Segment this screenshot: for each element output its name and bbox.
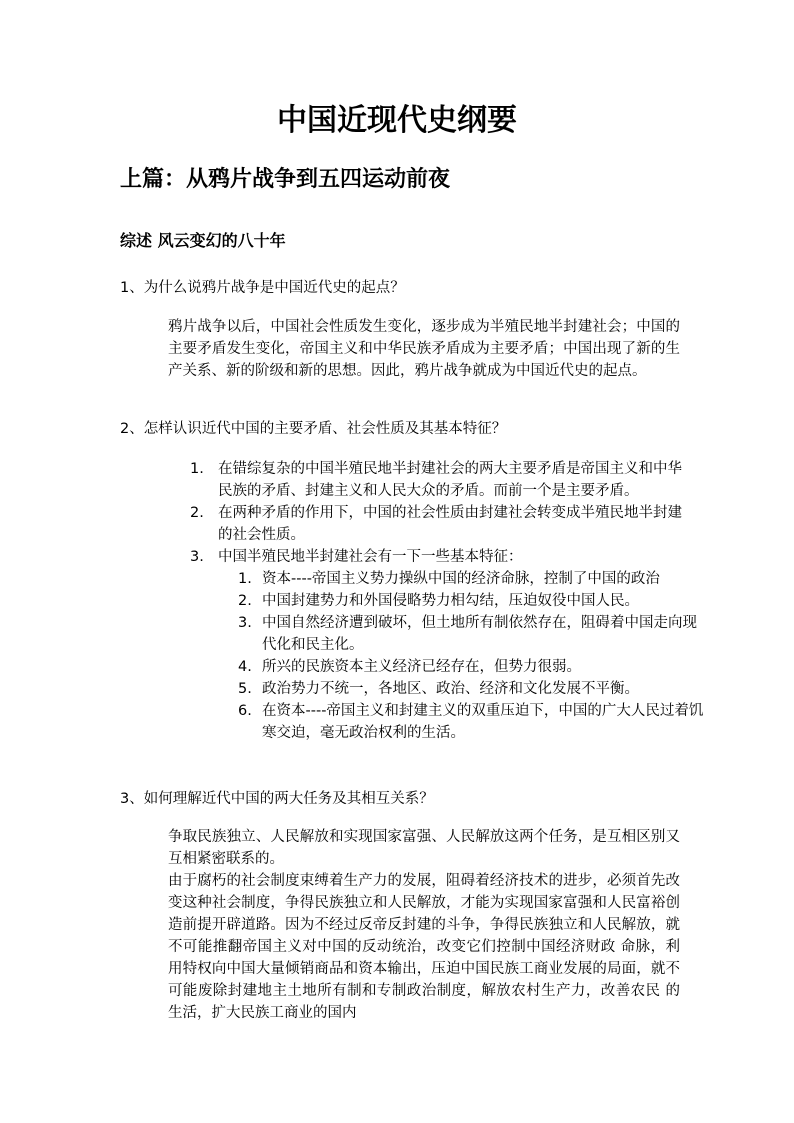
list-item-number: 3. xyxy=(190,549,204,565)
sublist-item-text: 所兴的民族资本主义经济已经存在，但势力很弱。 xyxy=(262,659,581,675)
sublist-item-text: 中国自然经济遭到破坏，但土地所有制依然存在，阻碍着中国走向现代化和民主化。 xyxy=(262,615,697,653)
question-1: 1、为什么说鸦片战争是中国近代史的起点？ xyxy=(120,280,405,296)
sublist-item xyxy=(238,678,708,700)
sublist-item-number: 5. xyxy=(238,681,252,697)
part-title: 上篇：从鸦片战争到五四运动前夜 xyxy=(120,166,451,192)
answer-3-paragraph-1: 争取民族独立、人民解放和实现国家富强、人民解放这两个任务，是互相区别又互相紧密联系的。 xyxy=(168,829,680,867)
sublist-item-number: 4. xyxy=(238,659,252,675)
list-item-number: 2. xyxy=(190,505,204,521)
list-item-text: 在两种矛盾的作用下，中国的社会性质由封建社会转变成半殖民地半封建的社会性质。 xyxy=(218,505,682,543)
sublist-item-text: 政治势力不统一，各地区、政治、经济和文化发展不平衡。 xyxy=(262,681,639,697)
list-item xyxy=(190,546,704,744)
answer-3-paragraph-2: 由于腐朽的社会制度束缚着生产力的发展，阻碍着经济技术的进步，必须首先改变这种社会制度，争得民族独立和人民解放，才能为实现国家富强和人民富裕创造前提开辟道路。因为不经过反帝反封建的斗争，争得民族独立和人民解放，就不可能推翻帝国主义对中国的反动统治，改变它们控制中国经济财政 命脉，利用特权向中国大量倾销商品和资本输出，压迫中国民族工商业发展的局面，就不可能废除封建地主土地所有制和专制政治制度，解放农村生产力，改善农民 的生活，扩大民族工商业的国内 xyxy=(168,873,680,1021)
section-title: 综述 风云变幻的八十年 xyxy=(120,231,286,250)
sublist-item-text: 中国封建势力和外国侵略势力相勾结，压迫奴役中国人民。 xyxy=(262,593,639,609)
list-item-number: 1. xyxy=(190,461,204,477)
answer-2-sublist xyxy=(238,568,708,744)
list-item-text: 在错综复杂的中国半殖民地半封建社会的两大主要矛盾是帝国主义和中华民族的矛盾、封建主义和人民大众的矛盾。而前一个是主要矛盾。 xyxy=(218,461,682,499)
question-3: 3、如何理解近代中国的两大任务及其相互关系？ xyxy=(120,791,434,807)
sublist-item-number: 2. xyxy=(238,593,252,609)
sublist-item xyxy=(238,656,708,678)
answer-3 xyxy=(168,826,680,1024)
sublist-item-number: 3. xyxy=(238,615,252,631)
sublist-item xyxy=(238,612,708,656)
sublist-item xyxy=(238,568,708,590)
sublist-item-text: 在资本----帝国主义和封建主义的双重压迫下，中国的广大人民过着饥寒交迫，毫无政治权利的生活。 xyxy=(262,703,704,741)
sublist-item xyxy=(238,590,708,612)
sublist-item-text: 资本----帝国主义势力操纵中国的经济命脉，控制了中国的政治 xyxy=(262,571,660,587)
sublist-item-number: 1. xyxy=(238,571,252,587)
answer-2-list xyxy=(190,458,704,744)
document-title: 中国近现代史纲要 xyxy=(277,103,517,138)
answer-1 xyxy=(168,316,680,382)
sublist-item xyxy=(238,700,708,744)
question-2: 2、怎样认识近代中国的主要矛盾、社会性质及其基本特征？ xyxy=(120,421,507,437)
list-item-text: 中国半殖民地半封建社会有一下一些基本特征： xyxy=(218,549,523,565)
sublist-item-number: 6. xyxy=(238,703,252,719)
answer-1-text: 鸦片战争以后，中国社会性质发生变化，逐步成为半殖民地半封建社会；中国的主要矛盾发生变化，帝国主义和中华民族矛盾成为主要矛盾；中国出现了新的生产关系、新的阶级和新的思想。因此，鸦片战争就成为中国近代史的起点。 xyxy=(168,319,680,379)
list-item xyxy=(190,458,690,502)
list-item xyxy=(190,502,690,546)
